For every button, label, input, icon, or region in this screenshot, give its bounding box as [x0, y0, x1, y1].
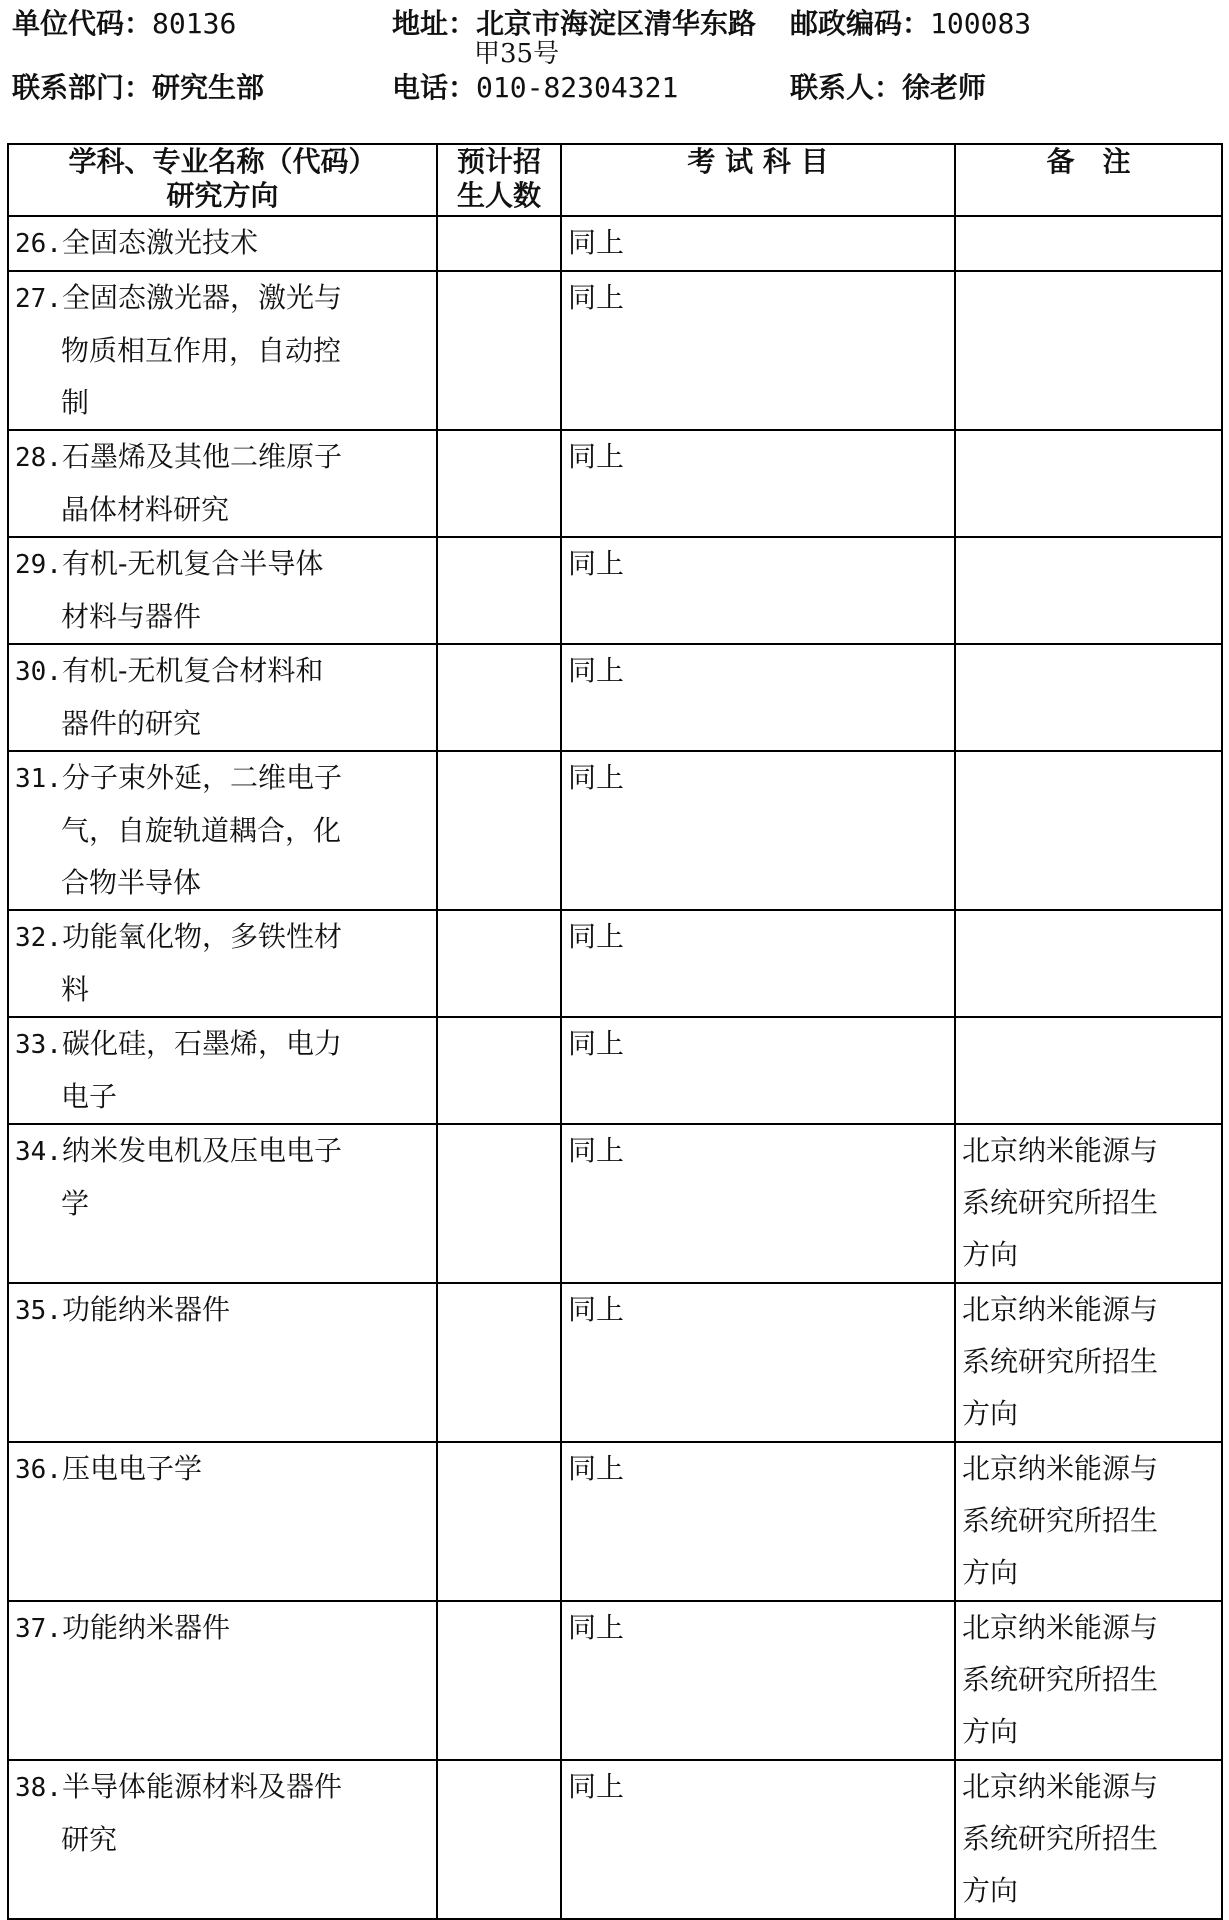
col-header-major-line2: 研究方向 [166, 179, 279, 212]
direction-line-cont: 气，自旋轨道耦合，化 [61, 814, 342, 847]
direction-number: 27. [15, 284, 62, 314]
exam-cell: 同上 [561, 1124, 955, 1283]
direction-line-cont: 晶体材料研究 [61, 493, 230, 526]
direction-line [15, 752, 436, 805]
exam-cell: 同上 [561, 271, 955, 430]
direction-number: 34. [15, 1137, 62, 1167]
quota-cell [437, 1124, 561, 1283]
direction-text: 有机-无机复合半导体 [61, 547, 324, 580]
col-header-exam: 考 试 科 目 [561, 144, 955, 216]
table-row [8, 1017, 1222, 1124]
exam-cell: 同上 [561, 1442, 955, 1601]
remark-line: 北京纳米能源与 [962, 1452, 1159, 1485]
table-row [8, 1760, 1222, 1919]
direction-line-cont [15, 1866, 436, 1918]
direction-number: 38. [15, 1773, 62, 1803]
quota-cell [437, 751, 561, 910]
quota-cell [437, 1017, 561, 1124]
remarks-cell [955, 1124, 1222, 1283]
direction-line [15, 911, 436, 964]
remark-line: 系统研究所招生 [962, 1186, 1159, 1219]
research-direction-cell [8, 537, 437, 644]
direction-line [15, 272, 436, 325]
remarks-cell [955, 430, 1222, 537]
research-direction-cell [8, 271, 437, 430]
exam-cell: 同上 [561, 1283, 955, 1442]
address-line-2 [474, 38, 559, 70]
direction-number: 26. [15, 229, 62, 259]
direction-text: 有机-无机复合材料和 [61, 654, 324, 687]
remark-line: 北京纳米能源与 [962, 1134, 1159, 1167]
direction-text: 功能纳米器件 [61, 1611, 230, 1644]
remarks-cell [955, 910, 1222, 1017]
postcode-label: 邮政编码： [790, 7, 931, 40]
col-header-major-line1: 学科、专业名称（代码） [68, 145, 377, 178]
direction-line-cont [15, 1707, 436, 1759]
remark-line: 方向 [962, 1556, 1019, 1589]
table-row [8, 910, 1222, 1017]
direction-text: 半导体能源材料及器件 [61, 1770, 342, 1803]
direction-number: 32. [15, 923, 62, 953]
unit-code-label: 单位代码： [12, 7, 153, 40]
col-header-quota [437, 144, 561, 216]
direction-text: 全固态激光器，激光与 [61, 281, 342, 314]
research-direction-cell [8, 1760, 437, 1919]
research-direction-cell [8, 1124, 437, 1283]
remark-line: 方向 [962, 1715, 1019, 1748]
direction-line [15, 1018, 436, 1071]
direction-number: 30. [15, 657, 62, 687]
direction-line-cont: 制 [61, 386, 90, 419]
quota-cell [437, 1442, 561, 1601]
address-label: 地址： [392, 7, 477, 40]
unit-code-line [12, 8, 236, 40]
research-direction-cell [8, 1442, 437, 1601]
quota-cell [437, 537, 561, 644]
remarks-cell [955, 644, 1222, 751]
remarks-cell [955, 1601, 1222, 1760]
direction-number: 35. [15, 1296, 62, 1326]
direction-line [15, 431, 436, 484]
direction-number: 36. [15, 1455, 62, 1485]
address-value-line1: 北京市海淀区清华东路 [476, 7, 757, 40]
direction-line-cont: 材料与器件 [61, 600, 202, 633]
remark-line: 系统研究所招生 [962, 1345, 1159, 1378]
direction-line [15, 1284, 436, 1337]
direction-line [15, 1125, 436, 1178]
remark-line: 系统研究所招生 [962, 1663, 1159, 1696]
research-direction-cell [8, 751, 437, 910]
exam-cell: 同上 [561, 910, 955, 1017]
postcode-line [790, 8, 1031, 40]
exam-cell: 同上 [561, 644, 955, 751]
remarks-cell [955, 1017, 1222, 1124]
direction-line [15, 1761, 436, 1814]
phone-line [392, 72, 678, 104]
exam-cell: 同上 [561, 751, 955, 910]
direction-line-cont: 合物半导体 [61, 866, 202, 899]
direction-line [15, 538, 436, 591]
remarks-cell [955, 1760, 1222, 1919]
remarks-cell [955, 271, 1222, 430]
remarks-cell [955, 537, 1222, 644]
direction-line [15, 1443, 436, 1496]
direction-line-cont [15, 1389, 436, 1441]
table-row [8, 1124, 1222, 1283]
table-row [8, 271, 1222, 430]
exam-cell: 同上 [561, 430, 955, 537]
research-direction-cell [8, 1601, 437, 1760]
direction-line-cont: 物质相互作用，自动控 [61, 334, 342, 367]
exam-cell: 同上 [561, 537, 955, 644]
admissions-table [7, 143, 1223, 1920]
quota-cell [437, 1283, 561, 1442]
table-row [8, 537, 1222, 644]
contact-line [790, 72, 986, 104]
research-direction-cell [8, 430, 437, 537]
exam-cell: 同上 [561, 1601, 955, 1760]
table-row [8, 216, 1222, 271]
direction-line-cont [15, 1230, 436, 1282]
direction-text: 纳米发电机及压电电子 [61, 1134, 342, 1167]
table-row [8, 644, 1222, 751]
remark-line: 系统研究所招生 [962, 1504, 1159, 1537]
direction-line [15, 217, 436, 270]
research-direction-cell [8, 1017, 437, 1124]
remarks-cell [955, 751, 1222, 910]
dept-line [12, 72, 264, 104]
table-header-row [8, 144, 1222, 216]
exam-cell: 同上 [561, 216, 955, 271]
quota-cell [437, 271, 561, 430]
direction-text: 功能氧化物，多铁性材 [61, 920, 342, 953]
phone-value: 010-82304321 [476, 71, 679, 104]
direction-line [15, 1602, 436, 1655]
table-row [8, 1601, 1222, 1760]
quota-cell [437, 644, 561, 751]
direction-text: 碳化硅，石墨烯，电力 [61, 1027, 342, 1060]
remark-line: 北京纳米能源与 [962, 1770, 1159, 1803]
postcode-value: 100083 [930, 7, 1032, 40]
research-direction-cell [8, 216, 437, 271]
address-line [392, 8, 756, 40]
research-direction-cell [8, 644, 437, 751]
quota-cell [437, 1760, 561, 1919]
table-row [8, 1283, 1222, 1442]
contact-value: 徐老师 [902, 71, 987, 104]
remarks-cell [955, 216, 1222, 271]
direction-text: 分子束外延，二维电子 [61, 761, 342, 794]
quota-cell [437, 1601, 561, 1760]
remark-line: 方向 [962, 1397, 1019, 1430]
direction-text: 压电电子学 [61, 1452, 202, 1485]
col-header-remarks: 备 注 [955, 144, 1222, 216]
table-row [8, 1442, 1222, 1601]
direction-line-cont: 料 [61, 973, 90, 1006]
col-header-quota-line2: 生人数 [456, 179, 541, 212]
quota-cell [437, 216, 561, 271]
direction-line-cont: 研究 [61, 1823, 118, 1856]
direction-text: 功能纳米器件 [61, 1293, 230, 1326]
remark-line: 系统研究所招生 [962, 1822, 1159, 1855]
direction-line-cont [15, 1655, 436, 1707]
direction-number: 33. [15, 1030, 62, 1060]
direction-line-cont: 学 [61, 1187, 90, 1220]
phone-label: 电话： [392, 71, 477, 104]
remark-line: 方向 [962, 1874, 1019, 1907]
direction-line-cont [15, 1548, 436, 1600]
direction-line-cont: 器件的研究 [61, 707, 202, 740]
unit-code-value: 80136 [152, 7, 237, 40]
exam-cell: 同上 [561, 1760, 955, 1919]
direction-number: 28. [15, 443, 62, 473]
remark-line: 北京纳米能源与 [962, 1293, 1159, 1326]
contact-label: 联系人： [790, 71, 903, 104]
remark-line: 方向 [962, 1238, 1019, 1271]
col-header-major [8, 144, 437, 216]
direction-line-cont [15, 1337, 436, 1389]
table-row [8, 430, 1222, 537]
direction-number: 29. [15, 550, 62, 580]
remarks-cell [955, 1442, 1222, 1601]
table-row [8, 751, 1222, 910]
direction-number: 37. [15, 1614, 62, 1644]
address-value-line2: 甲35号 [474, 39, 560, 69]
remark-line: 北京纳米能源与 [962, 1611, 1159, 1644]
direction-line [15, 645, 436, 698]
dept-value: 研究生部 [152, 71, 265, 104]
quota-cell [437, 910, 561, 1017]
dept-label: 联系部门： [12, 71, 153, 104]
direction-line-cont [15, 1496, 436, 1548]
quota-cell [437, 430, 561, 537]
table-body [8, 216, 1222, 1919]
direction-text: 石墨烯及其他二维原子 [61, 440, 342, 473]
direction-number: 31. [15, 764, 62, 794]
research-direction-cell [8, 1283, 437, 1442]
research-direction-cell [8, 910, 437, 1017]
remarks-cell [955, 1283, 1222, 1442]
direction-text: 全固态激光技术 [61, 226, 258, 259]
exam-cell: 同上 [561, 1017, 955, 1124]
direction-line-cont: 电子 [61, 1080, 118, 1113]
col-header-quota-line1: 预计招 [456, 145, 541, 178]
